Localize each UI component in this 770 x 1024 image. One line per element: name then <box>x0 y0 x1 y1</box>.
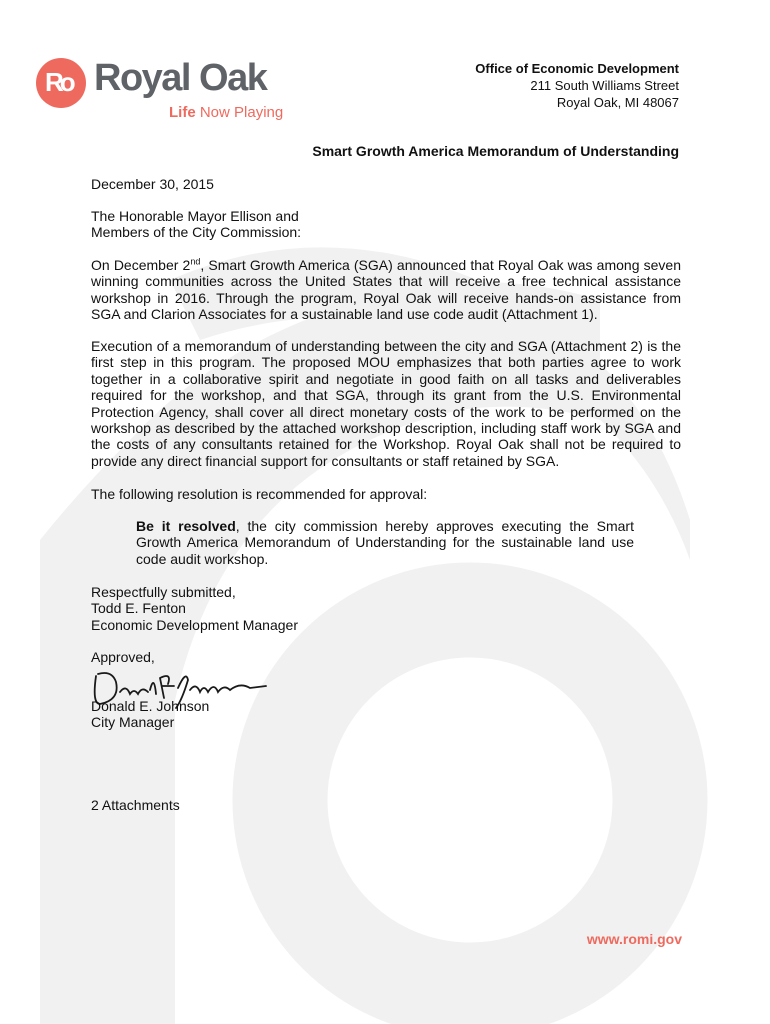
salutation-line-2: Members of the City Commission: <box>91 224 302 241</box>
approved-label: Approved, <box>91 649 155 665</box>
signer-name: Donald E. Johnson <box>91 698 210 714</box>
para1-start: On December 2 <box>91 257 191 273</box>
closing-line-2: Todd E. Fenton <box>91 600 186 617</box>
office-name: Office of Economic Development <box>475 61 679 76</box>
website-link[interactable]: www.romi.gov <box>586 931 682 947</box>
logo-name: Royal Oak <box>94 57 267 99</box>
office-street: 211 South Williams Street <box>530 78 679 93</box>
closing-line-1: Respectfully submitted, <box>91 584 236 600</box>
para1-rest: , Smart Growth America (SGA) announced that Royal Oak was among seven winning communities across the United States that will receive a free technical assistance workshop in 2016. Through the program, Royal Oak will receive hands-on assistance from SGA and Clarion Associates for a sustainable land use code audit (Attachment 1). <box>91 257 681 323</box>
logo-tag-bold: Life <box>169 104 196 121</box>
signer-block <box>91 698 681 731</box>
paragraph-3: The following resolution is recommended for approval: <box>91 486 428 502</box>
resolution-block <box>136 518 634 567</box>
resolution-bold: Be it resolved <box>136 518 236 534</box>
logo-mark: Ro <box>45 67 72 97</box>
salutation <box>91 208 681 241</box>
logo-tagline <box>169 104 283 122</box>
salutation-line-1: The Honorable Mayor Ellison and <box>91 208 299 224</box>
attachments-note: 2 Attachments <box>91 797 180 813</box>
logo-tag-rest: Now Playing <box>195 104 284 121</box>
letter-date: December 30, 2015 <box>91 176 214 192</box>
paragraph-2: Execution of a memorandum of understanding between the city and SGA (Attachment 2) is the first step in this program. The proposed MOU emphasizes that both parties agree to work together in a collaborative spirit and negotiate in good faith on all tasks and deliverables required for the workshop, and that SGA, through its grant from the U.S. Environmental Protection Agency, shall cover all direct monetary costs of the work to be performed on the workshop as described by the attached workshop description, including staff work by SGA and the costs of any consultants retained for the Workshop. Royal Oak shall not be required to provide any direct financial support for consultants or staff retained by SGA. <box>91 338 681 469</box>
closing-line-3: Economic Development Manager <box>91 616 298 633</box>
closing-block <box>91 584 681 633</box>
royal-oak-logo <box>36 52 306 132</box>
paragraph-1 <box>91 257 681 323</box>
office-address <box>475 60 679 111</box>
memo-subject: Smart Growth America Memorandum of Understanding <box>312 143 679 159</box>
office-city: Royal Oak, MI 48067 <box>556 95 679 110</box>
resolution-rest: , the city commission hereby approves executing the Smart Growth America Memorandum of Understanding for the sustainable land use code audit workshop. <box>136 518 634 567</box>
signer-title: City Manager <box>91 714 175 731</box>
para1-sup: nd <box>190 256 201 267</box>
